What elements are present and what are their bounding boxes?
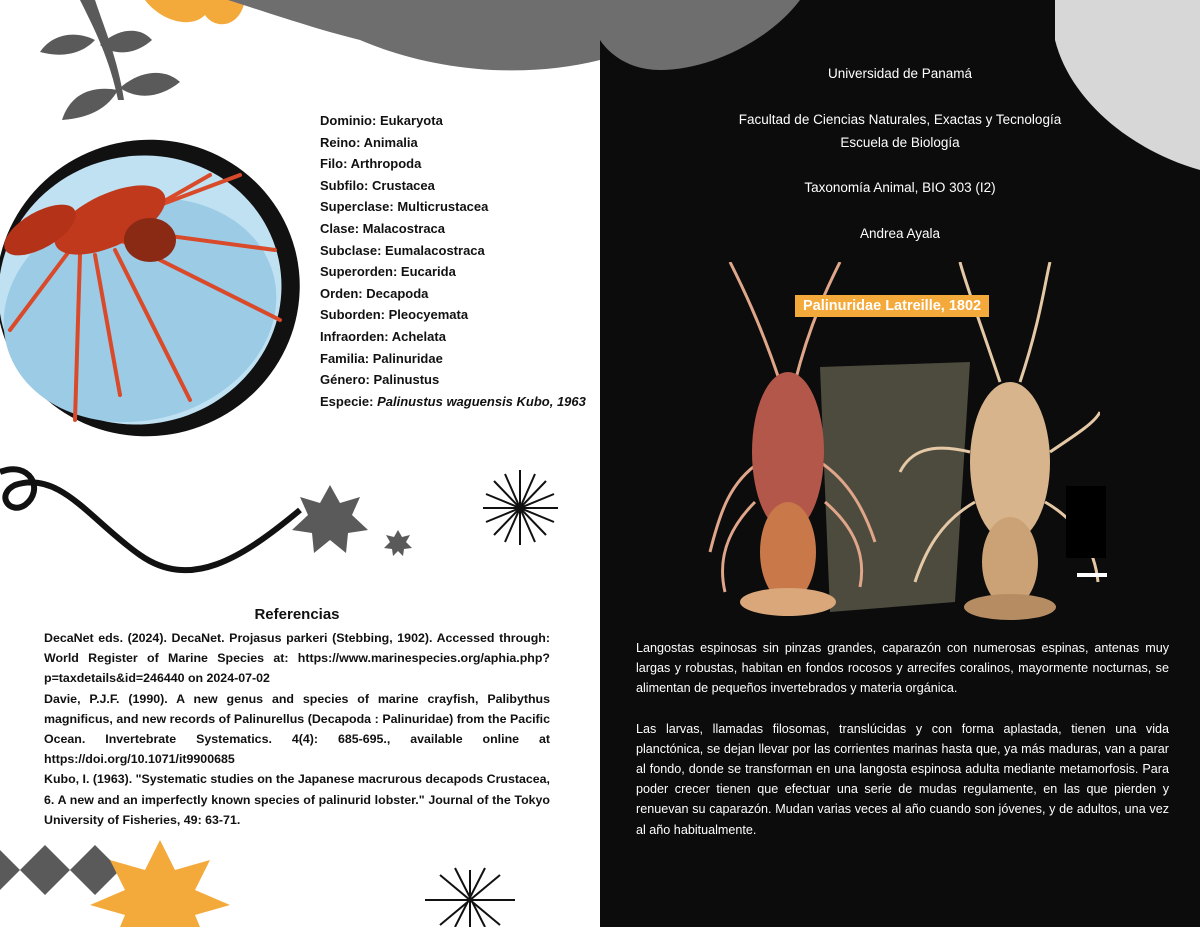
- taxonomy-row: Suborden: Pleocyemata: [320, 307, 469, 323]
- right-panel: [600, 0, 1200, 927]
- gray-shape-top-right: [600, 0, 800, 70]
- taxonomy-row: Subclase: Eumalacostraca: [320, 242, 485, 258]
- references-title: Referencias: [254, 606, 340, 623]
- white-dash: [1077, 573, 1107, 577]
- lobster-photo: [0, 106, 333, 471]
- taxonomy-list: [320, 110, 595, 412]
- school-name: Escuela de Biología: [840, 135, 960, 150]
- black-rectangle: [1066, 486, 1106, 558]
- taxonomy-row: Género: Palinustus: [320, 372, 440, 388]
- reference-item: Davie, P.J.F. (1990). A new genus and species of marine crayfish, Palibythus magnificus, and new records of Palinurellus (Decapoda : Palinuridae) from the Pacific Ocean. Invertebrate Systematics. 4(4): 685-695., available online at https://doi.org/10.1071/it9900685: [44, 691, 550, 767]
- taxonomy-row: Familia: Palinuridae: [320, 350, 443, 366]
- university-name: Universidad de Panamá: [827, 66, 973, 81]
- starburst-icon: [483, 470, 558, 545]
- taxonomy-row: Orden: Decapoda: [320, 285, 429, 301]
- taxonomy-row: Superclase: Multicrustacea: [320, 199, 489, 215]
- description-paragraph: Langostas espinosas sin pinzas grandes, caparazón con numerosas espinas, antenas muy largas y robustas, habitan en fondos rocosos y arrecifes coralinos, mayormente nocturnas, se alimentan de pequeños invertebrados y materia orgánica.: [636, 641, 1169, 696]
- squiggle-line: [0, 469, 300, 570]
- description-paragraph: Las larvas, llamadas filosomas, translúcidas y con forma aplastada, tienen una vida planctónica, se dejan llevar por las corrientes marinas hasta que, ya más maduras, van a parar al fondo, donde se transforman en una langosta espinosa adulta mediante metamorfosis. Para poder crecer tienen que efectuar una serie de mudas regulamente, en las que pierden y renuevan su caparazón. Mudan varias veces al año cuando son jóvenes, y de adultos, una vez al año habitualmente.: [636, 721, 1169, 837]
- sprout-icon: [40, 0, 180, 120]
- references-list: [44, 628, 550, 830]
- family-badge: Palinuridae Latreille, 1802: [795, 295, 989, 317]
- taxonomy-row: Subfilo: Crustacea: [320, 177, 435, 193]
- course-name: Taxonomía Animal, BIO 303 (I2): [804, 180, 996, 195]
- orange-blob-top: [145, 0, 245, 24]
- diamond-pattern: [0, 845, 120, 895]
- orange-burst: [90, 840, 230, 927]
- taxonomy-row: Superorden: Eucarida: [320, 264, 456, 280]
- taxonomy-row: Clase: Malacostraca: [320, 220, 446, 236]
- starburst-icon-bottom: [425, 868, 515, 927]
- author-name: Andrea Ayala: [859, 226, 941, 241]
- description: [636, 638, 1169, 860]
- taxonomy-row: Reino: Animalia: [320, 134, 418, 150]
- reference-item: Kubo, I. (1963). "Systematic studies on the Japanese macrurous decapods Crustacea, 6. A new and an imperfectly known species of palinurid lobster." Journal of the Tokyo University of Fisheries, 49: 63-71.: [44, 772, 550, 827]
- taxonomy-row: Infraorden: Achelata: [320, 328, 446, 344]
- taxonomy-row: Filo: Arthropoda: [320, 156, 422, 172]
- book-page-image: [820, 362, 970, 612]
- reference-item: DecaNet eds. (2024). DecaNet. Projasus parkeri (Stebbing, 1902). Accessed through: World Register of Marine Species at: https://www.marinespecies.org/aphia.php?p=taxdetails&id=246440 on 2024-07-02: [44, 631, 550, 686]
- gray-shape-top: [228, 0, 600, 70]
- taxonomy-row-species: Especie: Palinustus waguensis Kubo, 1963: [320, 393, 586, 409]
- taxonomy-row: Dominio: Eukaryota: [320, 113, 443, 128]
- faculty-name: Facultad de Ciencias Naturales, Exactas y Tecnología: [738, 112, 1062, 127]
- star-icon-large: [292, 485, 368, 553]
- star-icon-small: [384, 530, 412, 556]
